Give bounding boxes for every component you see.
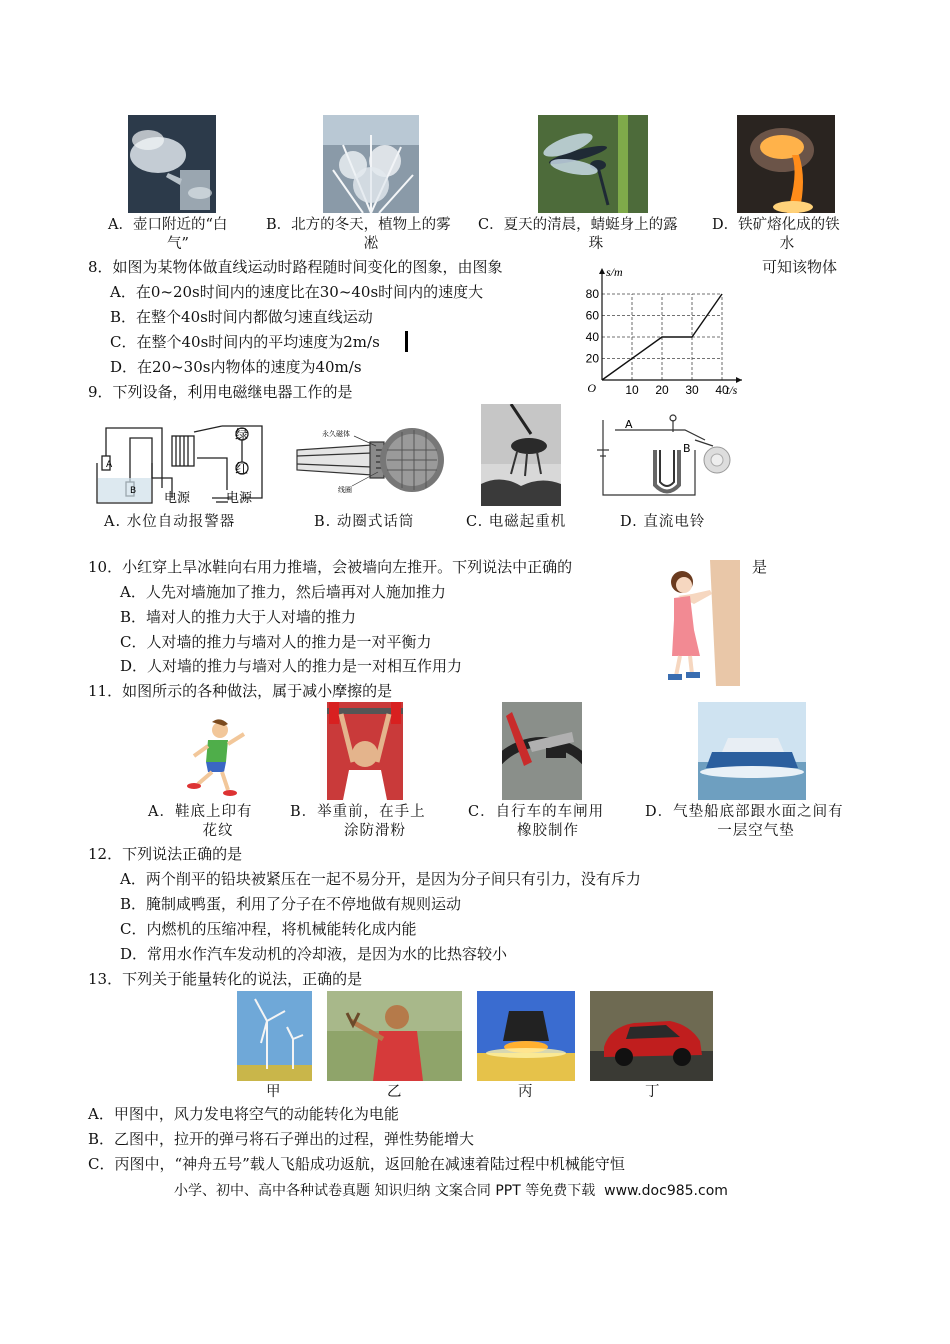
q9-caption-b: B. 动圈式话筒 <box>314 514 415 530</box>
label-power-1: 电源 <box>164 491 191 506</box>
photo-electromagnetic-crane <box>481 404 561 506</box>
photo-bicycle-brake <box>502 702 582 800</box>
origin-label: O <box>587 381 596 395</box>
q12-option-c: C．内燃机的压缩冲程，将机械能转化成内能 <box>120 920 417 938</box>
distance-time-chart <box>580 262 755 397</box>
y-tick-label: 40 <box>585 330 599 344</box>
q13-caption-jia: 甲 <box>266 1084 281 1100</box>
q9-caption-d: D. 直流电铃 <box>620 514 706 530</box>
q11-option-c: C．自行车的车闸用 橡胶制作 <box>468 804 605 839</box>
q7-option-b: B．北方的冬天，植物上的雾 凇 <box>266 217 451 252</box>
q8-option-d: D．在20~30s内物体的速度为40m/s <box>110 358 362 376</box>
q8-option-b: B．在整个40s时间内都做匀速直线运动 <box>110 308 373 326</box>
q10-option-a: A．人先对墙施加了推力，然后墙再对人施加推力 <box>120 583 446 601</box>
q10-option-b: B．墙对人的推力大于人对墙的推力 <box>120 608 357 626</box>
q8-option-c: C．在整个40s时间内的平均速度为2m/s <box>110 333 380 351</box>
q13-option-c: C．丙图中，“神舟五号”载人飞船成功返航，返回舱在减速着陆过程中机械能守恒 <box>88 1155 625 1173</box>
q11-option-b: B．举重前，在手上 涂防滑粉 <box>290 804 426 839</box>
photo-kettle-steam <box>128 115 216 213</box>
label-bell-a: A <box>625 418 633 431</box>
y-tick-label: 60 <box>585 308 599 323</box>
label-coil: 线圈 <box>338 486 352 494</box>
label-power-2: 电源 <box>226 491 253 506</box>
q11-stem: 11．如图所示的各种做法，属于减小摩擦的是 <box>88 682 393 700</box>
footer-text: 小学、初中、高中各种试卷真题 知识归纳 文案合同 PPT 等免费下载 <box>174 1183 596 1199</box>
diagram-water-level-alarm <box>92 418 270 508</box>
photo-boy-slingshot <box>327 991 462 1081</box>
diagram-dynamic-microphone <box>292 420 447 498</box>
photo-dragonfly-dew <box>538 115 648 213</box>
q13-option-a: A．甲图中，风力发电将空气的动能转化为电能 <box>88 1105 399 1123</box>
q12-option-d: D．常用水作汽车发动机的冷却液，是因为水的比热容较小 <box>120 945 508 963</box>
text-cursor <box>405 331 408 352</box>
y-tick-label: 20 <box>585 351 599 366</box>
q8-stem: 8．如图为某物体做直线运动时路程随时间变化的图象，由图象 <box>88 258 503 276</box>
q10-option-d: D．人对墙的推力与墙对人的推力是一对相互作用力 <box>120 657 463 675</box>
photo-red-car <box>590 991 713 1081</box>
x-tick-label: 30 <box>685 383 699 397</box>
q11-option-d: D．气垫船底部跟水面之间有 一层空气垫 <box>645 804 844 839</box>
q9-caption-c: C. 电磁起重机 <box>466 514 567 530</box>
y-axis-arrow <box>599 268 605 274</box>
q13-option-b: B．乙图中，拉开的弹弓将石子弹出的过程，弹性势能增大 <box>88 1130 475 1148</box>
label-permanent-magnet: 永久磁体 <box>322 430 350 438</box>
diagram-electric-bell <box>595 410 733 502</box>
x-tick-label: 20 <box>655 383 669 397</box>
y-axis-label: s/m <box>606 265 623 279</box>
q7-option-d: D．铁矿熔化成的铁 水 <box>712 217 840 252</box>
x-tick-label: 40 <box>715 383 729 397</box>
photo-return-capsule <box>477 991 575 1081</box>
footer-site-link[interactable]: www.doc985.com <box>604 1183 728 1199</box>
q7-option-c: C．夏天的清晨，蜻蜓身上的露 珠 <box>478 217 678 252</box>
y-tick-label: 80 <box>585 287 599 301</box>
x-tick-label: 10 <box>625 383 639 397</box>
q12-option-b: B．腌制咸鸭蛋，利用了分子在不停地做有规则运动 <box>120 895 462 913</box>
q8-option-a: A．在0~20s时间内的速度比在30~40s时间内的速度大 <box>110 283 484 301</box>
q9-caption-a: A. 水位自动报警器 <box>104 514 236 530</box>
photo-frost-plant <box>323 115 419 213</box>
q10-stem-tail: 是 <box>752 558 768 576</box>
q9-stem: 9．下列设备，利用电磁继电器工作的是 <box>88 383 353 401</box>
label-a: A <box>106 460 113 470</box>
q13-stem: 13．下列关于能量转化的说法，正确的是 <box>88 970 363 988</box>
label-b: B <box>130 486 137 496</box>
illustration-girl-pushing-wall <box>660 560 740 686</box>
q10-option-c: C．人对墙的推力与墙对人的推力是一对平衡力 <box>120 633 432 651</box>
photo-hovercraft <box>698 702 806 800</box>
photo-weightlifter <box>327 702 403 800</box>
q10-stem: 10．小红穿上旱冰鞋向右用力推墙，会被墙向左推开。下列说法中正确的 <box>88 558 573 576</box>
q13-caption-yi: 乙 <box>387 1084 402 1100</box>
photo-wind-turbines <box>237 991 312 1081</box>
footer <box>174 1180 728 1200</box>
x-axis-label: t/s <box>726 383 738 397</box>
chart-axes <box>586 265 742 397</box>
q12-stem: 12．下列说法正确的是 <box>88 845 243 863</box>
q11-option-a: A．鞋底上印有 花纹 <box>148 804 253 839</box>
q13-caption-ding: 丁 <box>645 1084 660 1100</box>
label-bell-b: B <box>683 442 691 455</box>
q12-option-a: A．两个削平的铅块被紧压在一起不易分开，是因为分子间只有引力，没有斥力 <box>120 870 641 888</box>
q8-stem-tail: 可知该物体 <box>762 258 838 276</box>
q13-caption-bing: 丙 <box>518 1084 533 1100</box>
q7-option-a: A．壶口附近的“白 气” <box>108 217 228 252</box>
label-red: 红 <box>235 462 249 477</box>
illustration-running-boy <box>168 718 253 798</box>
label-green: 绿 <box>235 428 249 443</box>
photo-molten-iron <box>737 115 835 213</box>
